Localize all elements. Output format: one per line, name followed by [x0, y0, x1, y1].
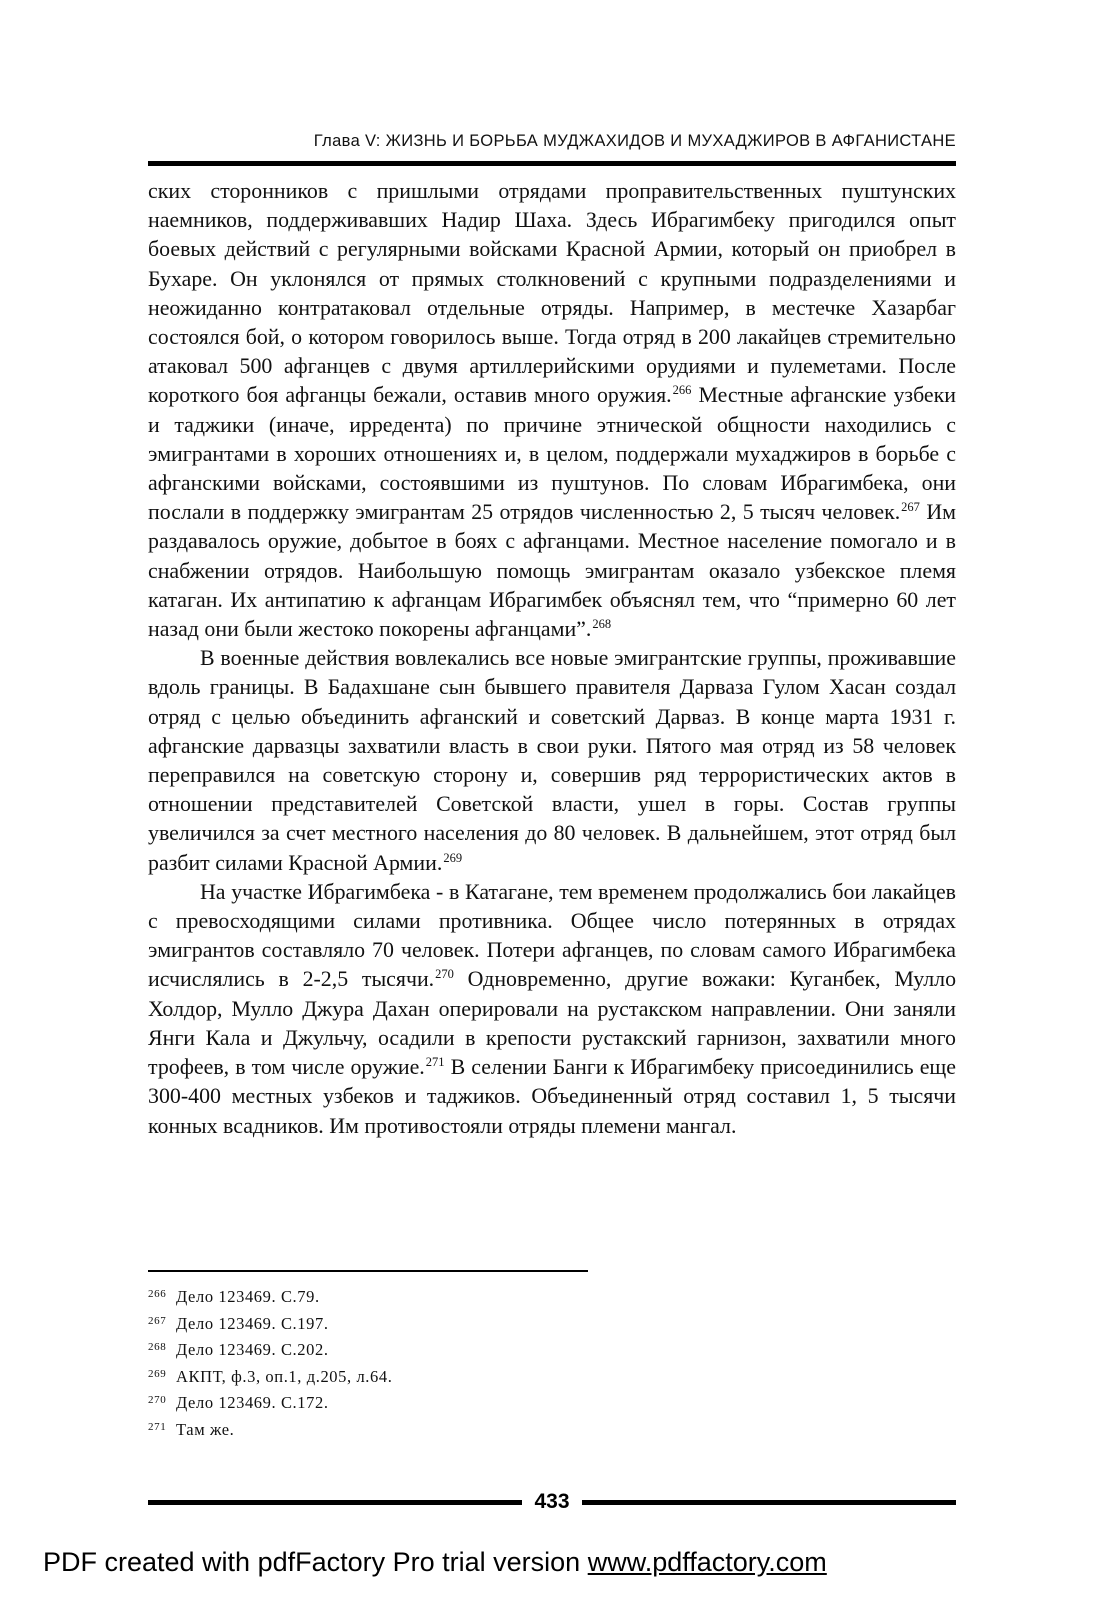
- footnote-number: 269: [148, 1367, 167, 1380]
- footnote-ref[interactable]: 270: [435, 967, 454, 982]
- footnote-ref[interactable]: 268: [592, 617, 612, 632]
- footnote-ref[interactable]: 266: [672, 383, 692, 398]
- footnote-text: Дело 123469. С.79.: [176, 1287, 320, 1306]
- paragraph: [148, 643, 956, 877]
- footnote-number: 266: [148, 1288, 167, 1300]
- footnote-text: Дело 123469. С.202.: [176, 1340, 329, 1360]
- text-run: Им раздавалось оружие, добытое в боях с афганцами. Местное население помогало и в снабжении отрядов. Наибольшую помощь эмигрантам оказало узбекское племя катаган. Их антипатию к афганцам Ибрагимбек объяснял тем, что “примерно 60 лет назад они были жестоко покорены афганцами”.: [148, 499, 956, 642]
- banner-text: PDF created with pdfFactory Pro trial version: [43, 1547, 588, 1577]
- footnote-ref[interactable]: 267: [901, 500, 920, 515]
- footnote-number: 271: [148, 1420, 167, 1433]
- paragraph: [148, 877, 956, 1140]
- footnote-number: 270: [148, 1394, 167, 1407]
- text-run: ских сторонников с пришлыми отрядами проправительственных пуштунских наемников, поддерживавших Надир Шаха. Здесь Ибрагимбеку пригодился опыт боевых действий с регулярными войсками Красной Армии, который он приобрел в Бухаре. Он уклонялся от прямых столкновений с крупными подразделениями и неожиданно контратаковал отдельные отряды. Например, в местечке Хазарбаг состоялся бой, о котором говорилось выше. Тогда отряд в 200 лакайцев стремительно атаковал 500 афганцев с двумя артиллерийскими орудиями и пулеметами. После короткого боя афганцы бежали, оставив много оружия.: [148, 178, 956, 408]
- page-footer: [148, 1485, 956, 1519]
- footnote-ref[interactable]: 269: [443, 850, 463, 865]
- footnote: [148, 1285, 748, 1312]
- text-run: Местные афганские узбеки и таджики (иначе, ирредента) по причине этнической общности находились с эмигрантами в хороших отношениях и, в целом, поддержали мухаджиров в борьбе с афганскими войсками, состоявшими из пуштунов. По словам Ибрагимбека, они послали в поддержку эмигрантам 25 отрядов численностью 2, 5 тысяч человек.: [148, 382, 956, 525]
- footnote: [148, 1338, 748, 1365]
- pdf-creator-banner: [43, 1547, 827, 1578]
- footer-rule-left: [148, 1500, 522, 1505]
- footnote: [148, 1312, 748, 1339]
- page-number: 433: [534, 1490, 570, 1513]
- paragraph: [148, 176, 956, 643]
- text-run: В селении Банги к Ибрагимбеку присоединились еще 300-400 местных узбеков и таджиков. Объединенный отряд составил 1, 5 тысячи конных всадников. Им противостояли отряды племени мангал.: [148, 1054, 956, 1138]
- footnote-text: Дело 123469. С.172.: [176, 1393, 329, 1413]
- footnote-number: 268: [148, 1341, 167, 1354]
- text-run: В военные действия вовлекались все новые эмигрантские группы, проживавшие вдоль границы. В Бадахшане сын бывшего правителя Дарваза Гулом Хасан создал отряд с целью объединить афганский и советский Дарваз. В конце марта 1931 г. афганские дарвазцы захватили власть в свои руки. Пятого мая отряд из 58 человек переправился на советскую сторону и, совершив ряд террористических актов в отношении представителей Советской власти, ушел в горы. Состав группы увеличился за счет местного населения до 80 человек. В дальнейшем, этот отряд был разбит силами Красной Армии.: [148, 645, 956, 875]
- footnote-separator: [148, 1270, 588, 1272]
- footnotes: [148, 1285, 748, 1445]
- text-run: Одновременно, другие вожаки: Куганбек, Мулло Холдор, Мулло Джура Дахан оперировали на рустакском направлении. Они заняли Янги Кала и Джульчу, осадили в крепости рустакский гарнизон, захватили много трофеев, в том числе оружие.: [148, 966, 957, 1080]
- footnote-ref[interactable]: 271: [425, 1055, 445, 1070]
- footnote-text: Дело 123469. С.197.: [176, 1313, 329, 1333]
- running-header: Глава V: ЖИЗНЬ И БОРЬБА МУДЖАХИДОВ И МУХАДЖИРОВ В АФГАНИСТАНЕ: [313, 132, 956, 150]
- footer-rule-right: [582, 1500, 956, 1505]
- footnote-text: АКПТ, ф.3, оп.1, д.205, л.64.: [176, 1366, 393, 1386]
- header-rule: [148, 161, 956, 166]
- body-text: [148, 176, 956, 1140]
- text-run: На участке Ибрагимбека - в Катагане, тем временем продолжались бои лакайцев с превосходящими силами противника. Общее число потерянных в отрядах эмигрантов составляло 70 человек. Потери афганцев, по словам самого Ибрагимбека исчислялись в 2-2,5 тысячи.: [148, 878, 956, 992]
- footnote: [148, 1391, 748, 1418]
- footnote: [148, 1418, 748, 1445]
- footnote-number: 267: [148, 1314, 167, 1327]
- footnote: [148, 1365, 748, 1392]
- pdffactory-link[interactable]: www.pdffactory.com: [587, 1547, 827, 1577]
- footnote-text: Там же.: [176, 1419, 235, 1439]
